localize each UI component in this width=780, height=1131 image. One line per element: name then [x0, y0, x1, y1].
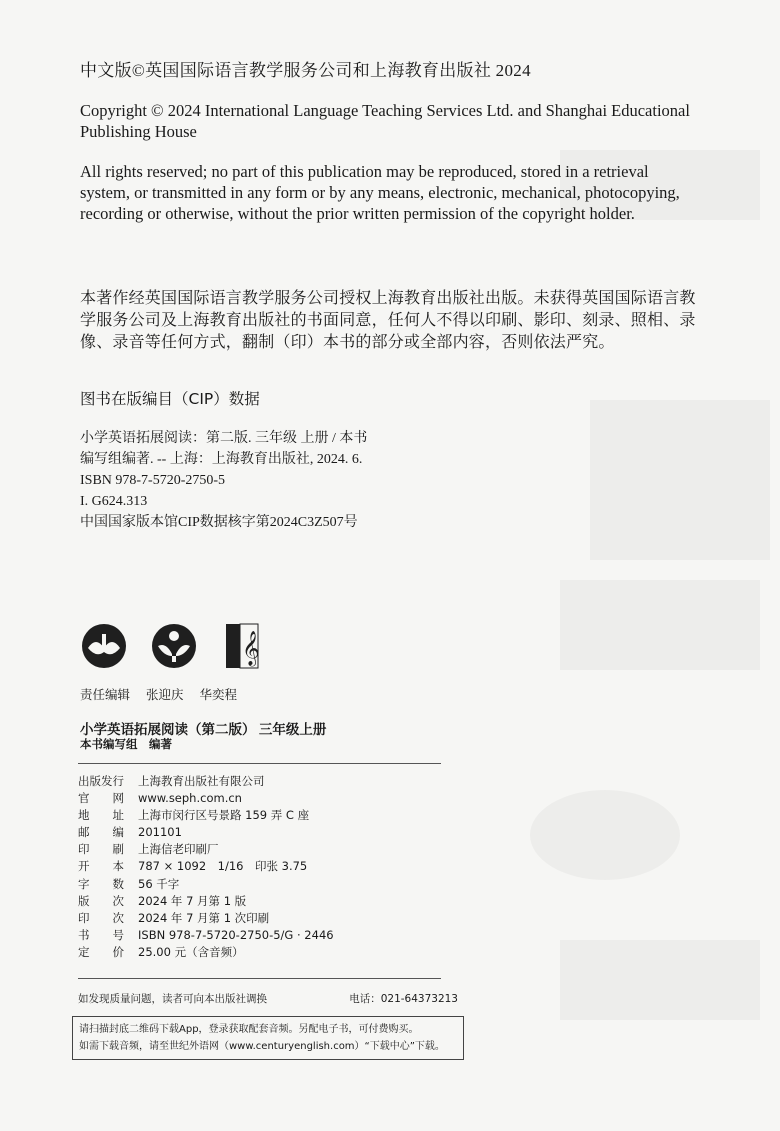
colophon-label: 印 次 — [78, 910, 124, 925]
responsible-editors — [80, 685, 249, 703]
copyright-zh: 中文版©英国国际语言教学服务公司和上海教育出版社 2024 — [80, 61, 531, 80]
bleed-through-shadow — [560, 940, 760, 1020]
colophon-label: 开 本 — [78, 859, 124, 874]
colophon-row — [78, 858, 448, 875]
colophon-value: 787 × 1092 1/16 印张 3.75 — [138, 859, 308, 874]
colophon-value: 上海市闵行区号景路 159 弄 C 座 — [138, 808, 310, 823]
book-author: 本书编写组 编著 — [80, 739, 172, 751]
colophon-label: 地 址 — [78, 808, 124, 823]
feedback-line — [78, 991, 458, 1006]
cip-block — [80, 428, 367, 533]
colophon-row — [78, 773, 448, 790]
colophon-value: 201101 — [138, 825, 182, 840]
feedback-text: 如发现质量问题，读者可向本出版社调换 — [78, 993, 267, 1005]
colophon-label: 邮 编 — [78, 825, 124, 840]
download-notice-line: 如需下载音频，请至世纪外语网（www.centuryenglish.com）“下载中心”下载。 — [79, 1041, 445, 1052]
svg-text:𝄞: 𝄞 — [242, 631, 260, 666]
colophon-label: 书 号 — [78, 927, 124, 942]
cip-heading: 图书在版编目（CIP）数据 — [80, 390, 260, 408]
cip-line: I. G624.313 — [80, 494, 148, 509]
colophon-value: 25.00 元（含音频） — [138, 944, 244, 959]
colophon-row — [78, 910, 448, 927]
colophon-label: 官 网 — [78, 791, 124, 806]
divider — [78, 978, 441, 979]
editor-name: 张迎庆 — [146, 687, 184, 702]
colophon — [78, 773, 448, 961]
colophon-value: 2024 年 7 月第 1 版 — [138, 893, 247, 908]
colophon-label: 印 刷 — [78, 842, 124, 857]
rights-statement-en: All rights reserved; no part of this publication may be reproduced, stored in a retrieval system, or transmitted in any form or by any means, electronic, mechanical, photocopying, recording or otherwise, without the prior written permission of the copyright holder. — [80, 162, 680, 223]
colophon-value: 56 千字 — [138, 876, 180, 891]
colophon-label: 版 次 — [78, 893, 124, 908]
colophon-label: 定 价 — [78, 944, 124, 959]
colophon-value: ISBN 978-7-5720-2750-5/G · 2446 — [138, 927, 334, 942]
editors-label: 责任编辑 — [80, 687, 131, 702]
rights-statement-zh: 本著作经英国国际语言教学服务公司授权上海教育出版社出版。未获得英国国际语言教学服务公司及上海教育出版社的书面同意，任何人不得以印刷、影印、刻录、照相、录像、录音等任何方式，翻制（印）本书的部分或全部内容，否则依法严究。 — [80, 288, 696, 351]
publisher-logos — [80, 622, 280, 670]
colophon-row — [78, 824, 448, 841]
publisher-logo-icon — [82, 624, 126, 668]
music-logo-icon — [226, 624, 260, 668]
download-notice-box — [72, 1016, 464, 1060]
colophon-row — [78, 927, 448, 944]
cip-line: 编写组编著. -- 上海：上海教育出版社, 2024. 6. — [80, 452, 363, 467]
colophon-label: 出版发行 — [78, 774, 124, 788]
bleed-through-shadow — [530, 790, 680, 880]
tree-logo-icon — [152, 624, 196, 668]
colophon-value: 上海信老印刷厂 — [138, 842, 219, 857]
download-notice-line: 请扫描封底二维码下载App，登录获取配套音频。另配电子书，可付费购买。 — [79, 1024, 419, 1035]
colophon-value: www.seph.com.cn — [138, 791, 242, 806]
colophon-row — [78, 807, 448, 824]
cip-line: 小学英语拓展阅读：第二版. 三年级 上册 / 本书 — [80, 431, 368, 446]
colophon-label: 字 数 — [78, 876, 124, 891]
book-title: 小学英语拓展阅读（第二版） 三年级上册 — [80, 722, 327, 737]
cip-line: ISBN 978-7-5720-2750-5 — [80, 473, 226, 488]
colophon-row — [78, 790, 448, 807]
colophon-value: 上海教育出版社有限公司 — [138, 774, 265, 788]
colophon-row — [78, 893, 448, 910]
feedback-phone: 电话：021-64373213 — [349, 993, 458, 1005]
colophon-row — [78, 876, 448, 893]
colophon-row — [78, 944, 448, 961]
bleed-through-shadow — [560, 580, 760, 670]
cip-line: 中国国家版本馆CIP数据核字第2024C3Z507号 — [80, 515, 358, 530]
colophon-value: 2024 年 7 月第 1 次印刷 — [138, 910, 270, 925]
editor-name: 华奕程 — [199, 687, 238, 702]
colophon-row — [78, 841, 448, 858]
bleed-through-shadow — [590, 400, 770, 560]
copyright-en: Copyright © 2024 International Language Teaching Services Ltd. and Shanghai Educational Publishing House — [80, 101, 690, 141]
divider — [78, 763, 441, 764]
